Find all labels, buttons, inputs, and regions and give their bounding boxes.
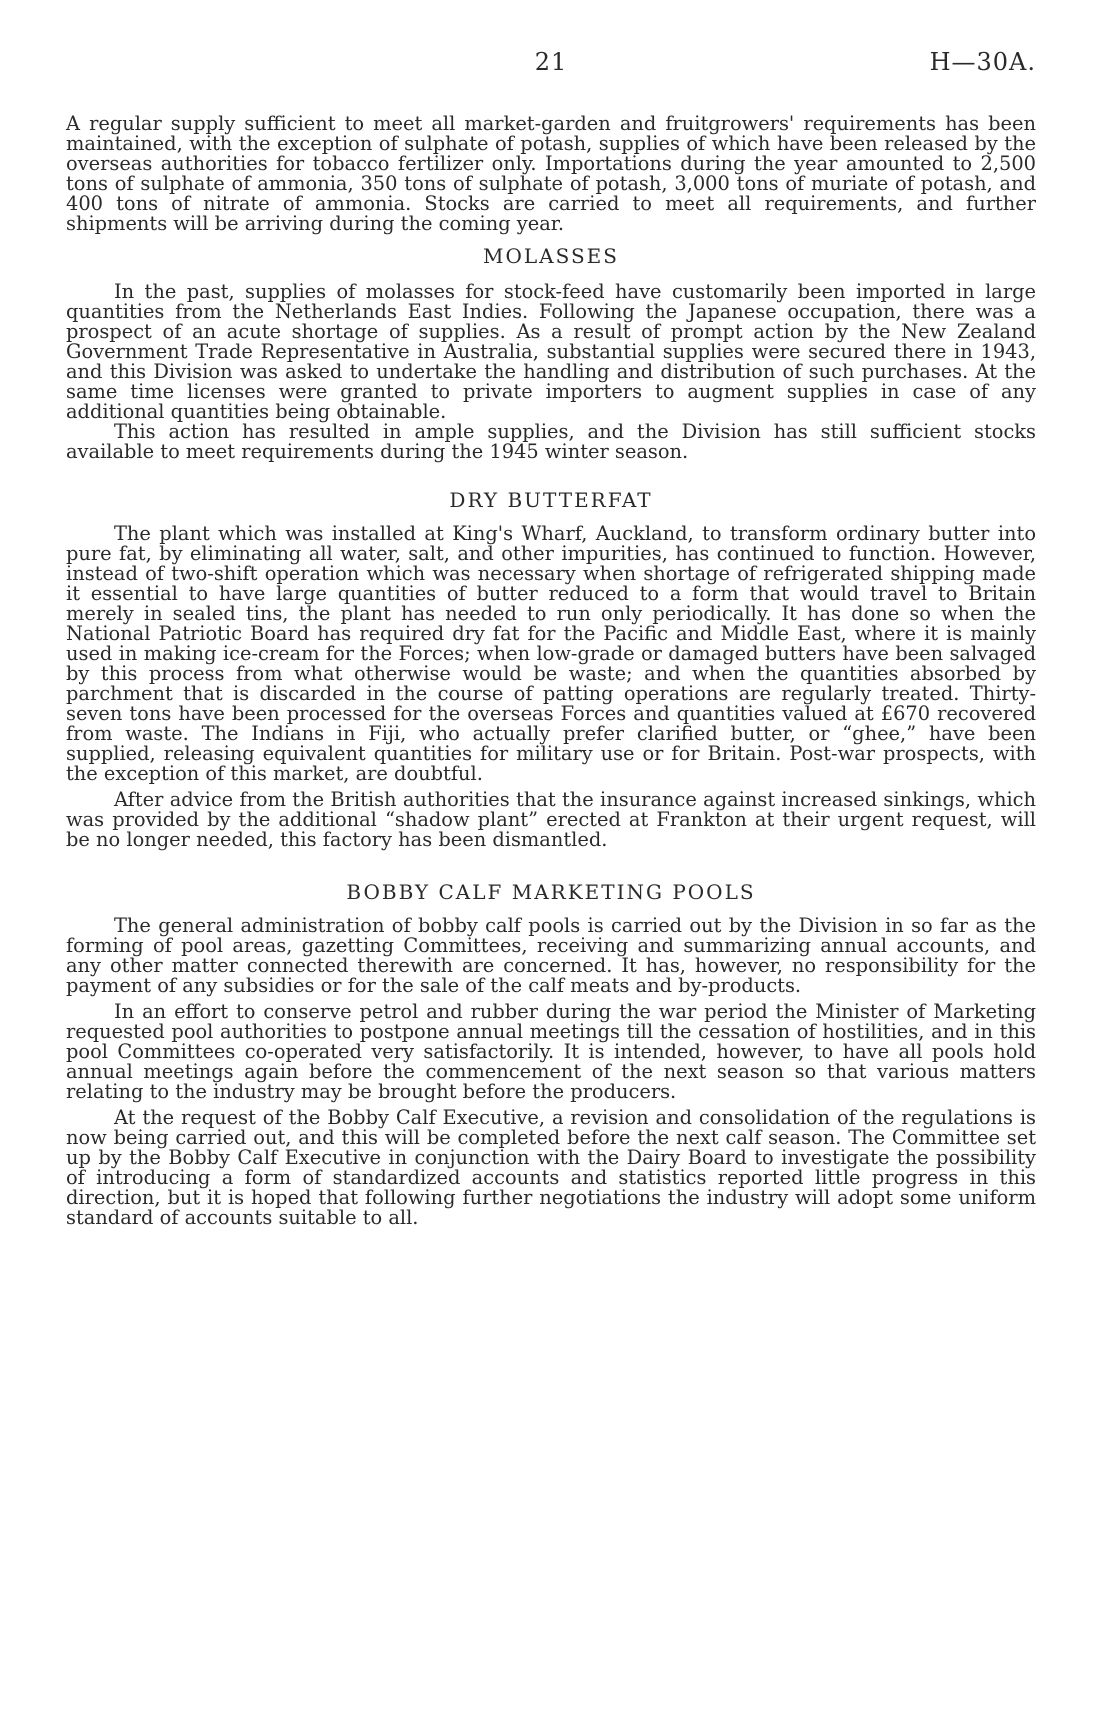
- section-heading-dry-butterfat: DRY BUTTERFAT: [449, 488, 653, 512]
- section-heading-molasses: MOLASSES: [483, 244, 619, 268]
- paragraph: In the past, supplies of molasses for stock-feed have customarily been imported in large quantities from the Netherlands East Indies. Following the Japanese occupation, there was a prospect of an acute shortage of supplies. As a result of prompt action by the New Zealand Government Trade Representative in Australia, substantial supplies were secured there in 1943, and this Division was asked to undertake the handling and distribution of such purchases. At the same time licenses were granted to private importers to augment supplies in case of any additional quantities being obtainable.: [66, 280, 1036, 423]
- section-molasses: [66, 244, 1036, 462]
- paragraph: The plant which was installed at King's Wharf, Auckland, to transform ordinary butter into pure fat, by eliminating all water, salt, and other impurities, has continued to function. However, instead of two-shift operation which was necessary when shortage of refrigerated shipping made it essential to have large quantities of butter reduced to a form that would travel to Britain merely in sealed tins, the plant has needed to run only periodically. It has done so when the National Patriotic Board has required dry fat for the Pacific and Middle East, where it is mainly used in making ice-cream for the Forces; when low-grade or damaged butters have been salvaged by this process from what otherwise would be waste; and when the quantities absorbed by parchment that is discarded in the course of patting operations are regularly treated. Thirty-seven tons have been processed for the overseas Forces and quantities valued at £670 recovered from waste. The Indians in Fiji, who actually prefer clarified butter, or “ghee,” have been supplied, releasing equivalent quantities for military use or for Britain. Post-war prospects, with the exception of this market, are doubtful.: [66, 522, 1036, 785]
- intro-paragraph: A regular supply sufficient to meet all market-garden and fruitgrowers' requirements has been maintained, with the exception of sulphate of potash, supplies of which have been released by the overseas authorities for tobacco fertilizer only. Importations during the year amounted to 2,500 tons of sulphate of ammonia, 350 tons of sulphate of potash, 3,000 tons of muriate of potash, and 400 tons of nitrate of ammonia. Stocks are carried to meet all requirements, and further shipments will be arriving during the coming year.: [66, 112, 1036, 235]
- paragraph: At the request of the Bobby Calf Executive, a revision and consolidation of the regulations is now being carried out, and this will be completed before the next calf season. The Committee set up by the Bobby Calf Executive in conjunction with the Dairy Board to investigate the possibility of introducing a form of standardized accounts and statistics reported little progress in this direction, but it is hoped that following further negotiations the industry will adopt some uniform standard of accounts suitable to all.: [66, 1106, 1036, 1229]
- section-heading-bobby-calf: BOBBY CALF MARKETING POOLS: [346, 880, 756, 904]
- paragraph: After advice from the British authorities that the insurance against increased sinkings, which was provided by the additional “shadow plant” erected at Frankton at their urgent request, will be no longer needed, this factory has been dismantled.: [66, 788, 1036, 851]
- paragraph: This action has resulted in ample supplies, and the Division has still sufficient stocks available to meet requirements during the 1945 winter season.: [66, 420, 1036, 463]
- section-bobby-calf-pools: [66, 880, 1036, 1228]
- document-reference: H—30A.: [929, 48, 1036, 76]
- section-dry-butterfat: [66, 488, 1036, 850]
- paragraph: In an effort to conserve petrol and rubber during the war period the Minister of Marketing requested pool authorities to postpone annual meetings till the cessation of hostilities, and in this pool Committees co-operated very satisfactorily. It is intended, however, to have all pools hold annual meetings again before the commencement of the next season so that various matters relating to the industry may be brought before the producers.: [66, 1000, 1036, 1103]
- page-header: [66, 48, 1036, 88]
- page-number: 21: [534, 48, 568, 76]
- document-page: [66, 48, 1036, 1228]
- paragraph: The general administration of bobby calf pools is carried out by the Division in so far as the forming of pool areas, gazetting Committees, receiving and summarizing annual accounts, and any other matter connected therewith are concerned. It has, however, no responsibility for the payment of any subsidies or for the sale of the calf meats and by-products.: [66, 914, 1036, 997]
